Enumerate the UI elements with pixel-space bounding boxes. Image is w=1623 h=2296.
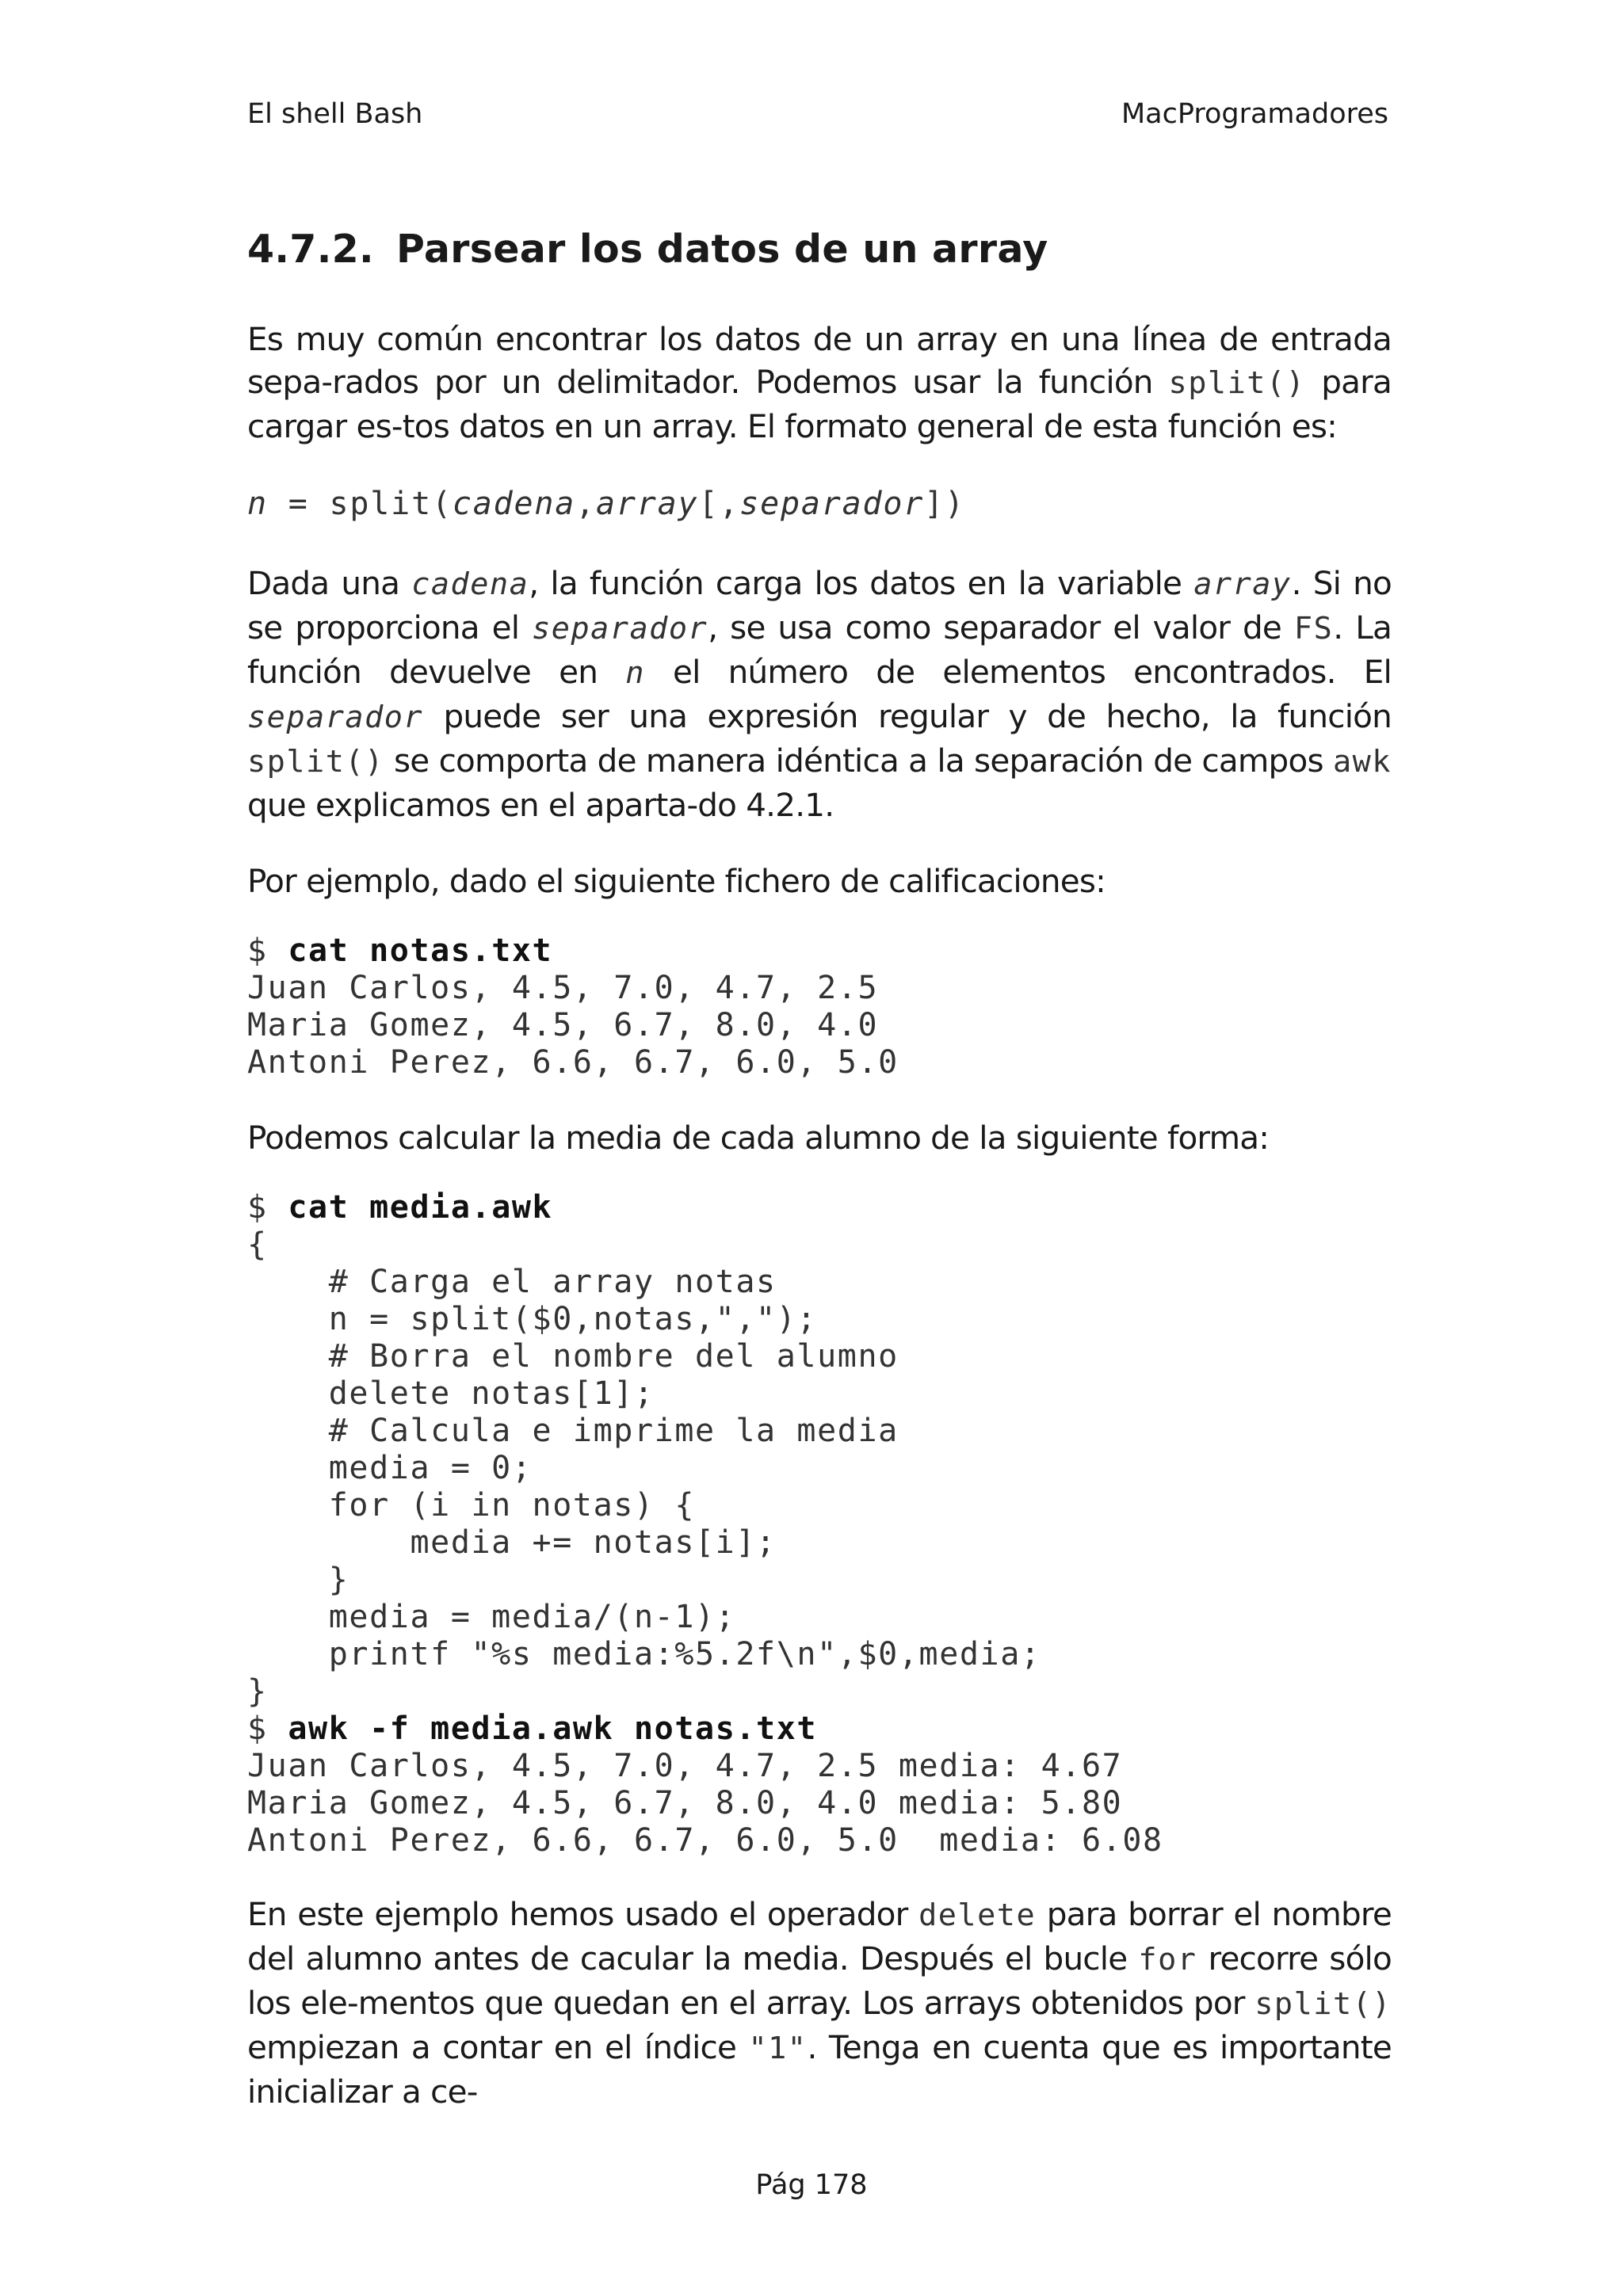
syntax-split: = split( xyxy=(267,486,453,522)
shell-prompt: $ xyxy=(247,1711,288,1747)
paragraph-delete xyxy=(247,1893,1392,2113)
text: el número de elementos encontrados. El xyxy=(644,653,1392,691)
code-block-notas xyxy=(247,933,1392,1081)
code-line: Antoni Perez, 6.6, 6.7, 6.0, 5.0 xyxy=(247,1044,899,1081)
text: recorre sólo los ele-mentos que quedan en el array. Los arrays obtenidos por xyxy=(247,1939,1392,2022)
code-line: } xyxy=(247,1673,268,1710)
code-line: } xyxy=(247,1562,349,1598)
code-output-line: Antoni Perez, 6.6, 6.7, 6.0, 5.0 media: 6.08 xyxy=(247,1822,1163,1859)
syntax-comma: , xyxy=(575,486,597,522)
inline-code: "1" xyxy=(748,2031,808,2066)
code-line: Juan Carlos, 4.5, 7.0, 4.7, 2.5 xyxy=(247,970,879,1006)
text: Dada una xyxy=(247,564,412,602)
inline-code: n xyxy=(625,655,645,691)
inline-code: separador xyxy=(247,700,424,735)
syntax-cadena: cadena xyxy=(452,486,576,522)
paragraph-media: Podemos calcular la media de cada alumno de la siguiente forma: xyxy=(247,1119,1270,1157)
syntax-n: n xyxy=(247,486,268,522)
code-line: # Calcula e imprime la media xyxy=(247,1413,899,1449)
syntax-array: array xyxy=(596,486,699,522)
paragraph-example: Por ejemplo, dado el siguiente fichero de calificaciones: xyxy=(247,862,1106,900)
code-line: media = media/(n-1); xyxy=(247,1599,736,1635)
syntax-bracket: [, xyxy=(698,486,740,522)
code-block-media xyxy=(247,1189,1392,1859)
running-header-right: MacProgramadores xyxy=(1121,98,1388,130)
text: para borrar el nombre del alumno antes de cacular la media. Después el bucle xyxy=(247,1895,1392,1978)
code-line: n = split($0,notas,","); xyxy=(247,1301,818,1337)
code-output-line: Maria Gomez, 4.5, 6.7, 8.0, 4.0 media: 5.80 xyxy=(247,1785,1123,1821)
inline-code: separador xyxy=(532,611,708,646)
text: , se usa como separador el valor de xyxy=(708,608,1294,646)
page-number: Pág 178 xyxy=(755,2169,868,2201)
code-line: printf "%s media:%5.2f\n",$0,media; xyxy=(247,1636,1041,1672)
text: En este ejemplo hemos usado el operador xyxy=(247,1895,919,1933)
text: para cargar es-tos datos en un array. El formato general de esta función es: xyxy=(247,363,1392,445)
section-heading xyxy=(247,227,1392,272)
code-line: { xyxy=(247,1226,268,1263)
inline-code: array xyxy=(1193,566,1292,602)
running-header-left: El shell Bash xyxy=(247,98,423,130)
syntax-close: ]) xyxy=(924,486,965,522)
inline-code: cadena xyxy=(411,566,529,602)
text: que explicamos en el aparta-do 4.2.1. xyxy=(247,786,834,824)
text: . La función devuelve en xyxy=(247,608,1392,691)
shell-command: cat media.awk xyxy=(288,1189,553,1226)
section-number: 4.7.2. xyxy=(247,227,374,272)
code-line: media = 0; xyxy=(247,1450,533,1486)
text: , la función carga los datos en la variable xyxy=(529,564,1194,602)
text: puede ser una expresión regular y de hecho, la función xyxy=(423,697,1392,735)
text: Es muy común encontrar los datos de un array en una línea de entrada sepa-rados por un delimitador. Podemos usar la función xyxy=(247,320,1392,401)
code-line: delete notas[1]; xyxy=(247,1375,655,1412)
text: se comporta de manera idéntica a la separación de campos xyxy=(384,742,1333,780)
text: . Tenga en cuenta que es importante inicializar a ce- xyxy=(247,2028,1392,2111)
inline-code: split() xyxy=(1168,365,1306,401)
shell-prompt: $ xyxy=(247,1189,288,1226)
text: . Si no se proporciona el xyxy=(247,564,1392,646)
inline-code: awk xyxy=(1332,744,1392,780)
paragraph-intro xyxy=(247,318,1392,448)
inline-code: FS xyxy=(1293,611,1334,646)
page-body xyxy=(247,227,1392,2113)
code-output-line: Juan Carlos, 4.5, 7.0, 4.7, 2.5 media: 4.67 xyxy=(247,1748,1123,1784)
code-line: # Carga el array notas xyxy=(247,1264,777,1300)
inline-code: split() xyxy=(1254,1986,1392,2022)
paragraph-split-explanation xyxy=(247,562,1392,826)
syntax-separador: separador xyxy=(739,486,925,522)
code-line: # Borra el nombre del alumno xyxy=(247,1338,899,1375)
shell-command: cat notas.txt xyxy=(288,933,553,969)
code-line: media += notas[i]; xyxy=(247,1524,777,1561)
shell-prompt: $ xyxy=(247,933,288,969)
inline-code: for xyxy=(1138,1942,1197,1978)
code-line: for (i in notas) { xyxy=(247,1487,696,1524)
text: empiezan a contar en el índice xyxy=(247,2028,749,2066)
section-title: Parsear los datos de un array xyxy=(396,227,1048,272)
inline-code: delete xyxy=(918,1897,1037,1933)
code-line: Maria Gomez, 4.5, 6.7, 8.0, 4.0 xyxy=(247,1007,879,1043)
inline-code: split() xyxy=(247,744,384,780)
function-syntax xyxy=(247,482,1392,525)
shell-command: awk -f media.awk notas.txt xyxy=(288,1711,818,1747)
